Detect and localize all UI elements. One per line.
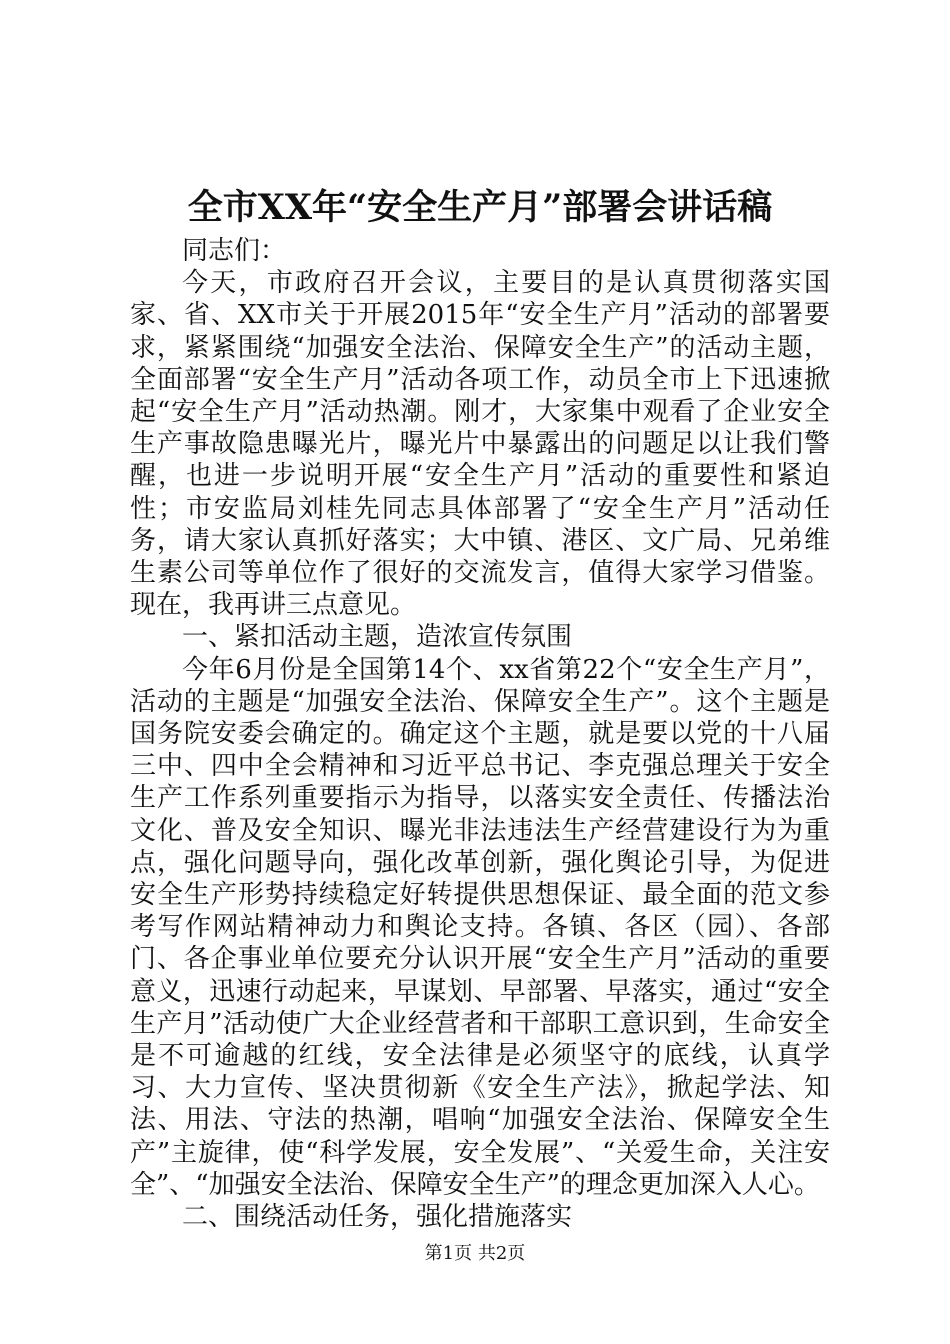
paragraph-section-1: 今年6月份是全国第14个、xx省第22个“安全生产月”，活动的主题是“加强安全法治、保障安全生产”。这个主题是国务院安委会确定的。确定这个主题，就是要以党的十八届三中、四中全会精神和习近平总书记、李克强总理关于安全生产工作系列重要指示为指导，以落实安全责任、传播法治文化、普及安全知识、曝光非法违法生产经营建设行为为重点，强化问题导向，强化改革创新，强化舆论引导，为促进安全生产形势持续稳定好转提供思想保证、最全面的范文参考写作网站精神动力和舆论支持。各镇、各区（园）、各部门、各企事业单位要充分认识开展“安全生产月”活动的重要意义，迅速行动起来，早谋划、早部署、早落实，通过“安全生产月”活动使广大企业经营者和干部职工意识到，生命安全是不可逾越的红线，安全法律是必须坚守的底线，认真学习、大力宣传、坚决贯彻新《安全生产法》，掀起学法、知法、用法、守法的热潮，唱响“加强安全法治、保障安全生产”主旋律，使“科学发展，安全发展”、“关爱生命，关注安全”、“加强安全法治、保障安全生产”的理念更加深入人心。: [130, 654, 830, 1200]
paragraph-salutation: 同志们：: [182, 236, 287, 266]
document-title: 全市XX年“安全生产月”部署会讲话稿: [187, 187, 773, 228]
paragraph-intro: 今天，市政府召开会议，主要目的是认真贯彻落实国家、省、XX市关于开展2015年“安全生产月”活动的部署要求，紧紧围绕“加强安全法治、保障安全生产”的活动主题，全面部署“安全生产月”活动各项工作，动员全市上下迅速掀起“安全生产月”活动热潮。刚才，大家集中观看了企业安全生产事故隐患曝光片，曝光片中暴露出的问题足以让我们警醒，也进一步说明开展“安全生产月”活动的重要性和紧迫性；市安监局刘桂先同志具体部署了“安全生产月”活动任务，请大家认真抓好落实；大中镇、港区、文广局、兄弟维生素公司等单位作了很好的交流发言，值得大家学习借鉴。现在，我再讲三点意见。: [130, 268, 830, 621]
section-heading-2: 二、围绕活动任务，强化措施落实: [182, 1202, 573, 1233]
page-footer: 第1页 共2页: [424, 1243, 526, 1264]
section-heading-1: 一、紧扣活动主题，造浓宣传氛围: [182, 622, 573, 653]
document-body: [130, 235, 830, 1233]
